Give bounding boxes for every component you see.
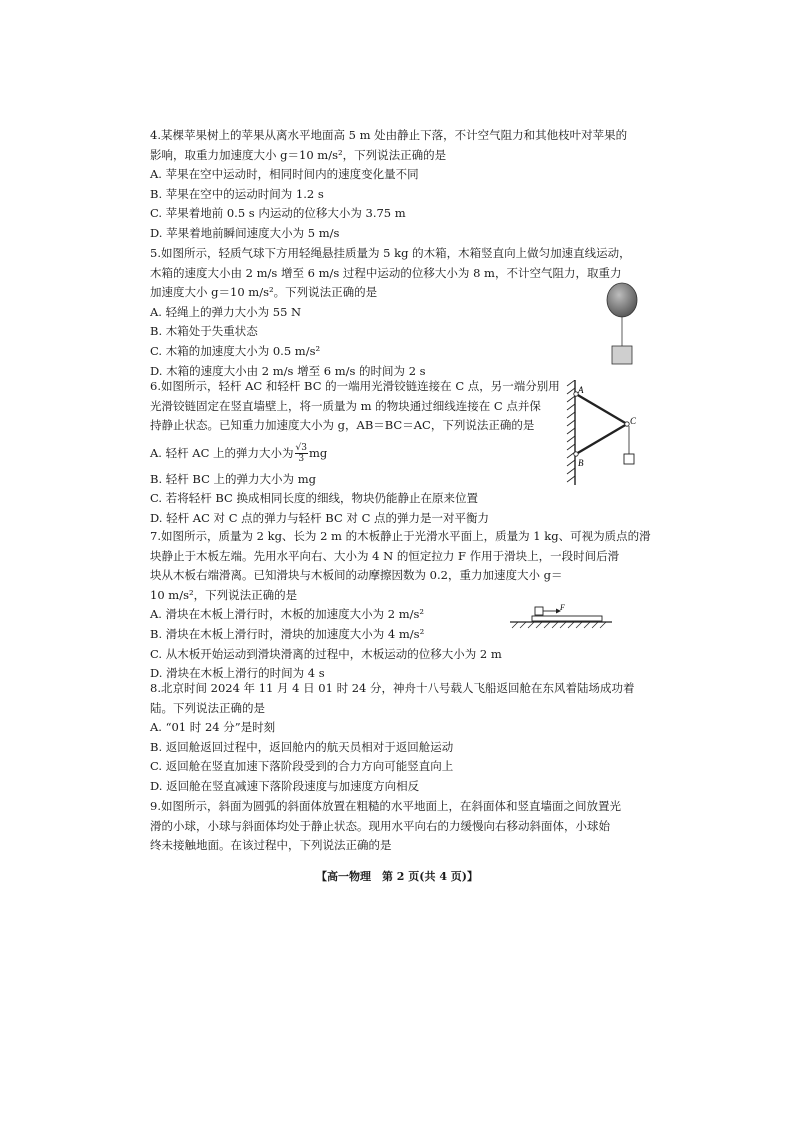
question-5-stem-line: 加速度大小 g＝10 m/s²。下列说法正确的是: [150, 285, 378, 300]
question-7-stem-line: 10 m/s²，下列说法正确的是: [150, 587, 298, 602]
question-5: [150, 244, 650, 381]
question-8-option-d: D. 返回舱在竖直减速下落阶段速度与加速度方向相反: [150, 778, 420, 793]
question-7-option-a: A. 滑块在木板上滑行时，木板的加速度大小为 2 m/s²: [150, 607, 425, 622]
question-6-stem-line: 光滑铰链固定在竖直墙壁上，将一质量为 m 的物块通过细线连接在 C 点并保: [150, 398, 541, 413]
question-5-option-c: C. 木箱的加速度大小为 0.5 m/s²: [150, 343, 321, 358]
rod-bc: [576, 424, 627, 454]
question-4-option-c: C. 苹果着地前 0.5 s 内运动的位移大小为 3.75 m: [150, 206, 406, 221]
question-7-stem-line: 块静止于木板左端。先用水平向右、大小为 4 N 的恒定拉力 F 作用于滑块上，一段时间后滑: [150, 548, 620, 563]
question-8-option-b: B. 返回舱返回过程中，返回舱内的航天员相对于返回舱运动: [150, 739, 454, 754]
question-8-option-a: A. “01 时 24 分”是时刻: [150, 720, 276, 735]
hinge-b: [574, 452, 578, 456]
question-8: [150, 679, 650, 797]
question-6-option-b: B. 轻杆 BC 上的弹力大小为 mg: [150, 471, 316, 486]
ground-hatching: [512, 622, 606, 628]
question-9: [150, 797, 650, 856]
hinge-c: [625, 422, 629, 426]
wooden-box: [612, 346, 632, 364]
question-7-option-b: B. 滑块在木板上滑行时，滑块的加速度大小为 4 m/s²: [150, 626, 425, 641]
force-label: F: [560, 603, 565, 612]
balloon-shape: [607, 283, 637, 317]
question-7-option-c: C. 从木板开始运动到滑块滑离的过程中，木板运动的位移大小为 2 m: [150, 646, 502, 661]
question-7-stem-line: 块从木板右端滑离。已知滑块与木板间的动摩擦因数为 0.2，重力加速度大小 g＝: [150, 568, 563, 583]
rod-ac: [576, 394, 627, 424]
fraction-numerator: √3: [295, 443, 307, 454]
question-4-option-b: B. 苹果在空中的运动时间为 1.2 s: [150, 186, 324, 201]
option-a-text: A. 轻杆 AC 上的弹力大小为: [150, 445, 294, 460]
label-c: C: [630, 416, 637, 426]
question-5-option-d: D. 木箱的速度大小由 2 m/s 增至 6 m/s 的时间为 2 s: [150, 363, 426, 378]
page-footer: 【高一物理 第 2 页(共 4 页)】: [315, 870, 479, 883]
question-4-stem-line: 4.某棵苹果树上的苹果从离水平地面高 5 m 处由静止下落，不计空气阻力和其他枝叶对苹果的: [150, 128, 628, 142]
block-board-figure: [508, 598, 614, 634]
question-6-stem-line: 6.如图所示，轻杆 AC 和轻杆 BC 的一端用光滑铰链连接在 C 点，另一端分别用: [150, 379, 560, 393]
question-9-stem-line: 终未接触地面。在该过程中，下列说法正确的是: [150, 838, 392, 853]
question-5-stem-line: 木箱的速度大小由 2 m/s 增至 6 m/s 过程中运动的位移大小为 8 m，不计空气阻力，取重力: [150, 265, 622, 280]
slider-block: [535, 607, 543, 615]
question-7-option-d: D. 滑块在木板上滑行的时间为 4 s: [150, 666, 325, 681]
balloon-box-figure: [600, 280, 644, 370]
question-5-option-a: A. 轻绳上的弹力大小为 55 N: [150, 304, 302, 319]
question-5-stem-line: 5.如图所示，轻质气球下方用轻绳悬挂质量为 5 kg 的木箱，木箱竖直向上做匀加速直线运动，: [150, 246, 631, 260]
question-5-option-b: B. 木箱处于失重状态: [150, 324, 258, 339]
question-4-option-d: D. 苹果着地前瞬间速度大小为 5 m/s: [150, 225, 340, 240]
question-4-option-a: A. 苹果在空中运动时，相同时间内的速度变化量不同: [150, 167, 419, 182]
question-8-option-c: C. 返回舱在竖直加速下落阶段受到的合力方向可能竖直向上: [150, 759, 454, 774]
question-6-stem-line: 持静止状态。已知重力加速度大小为 g，AB＝BC＝AC，下列说法正确的是: [150, 418, 535, 433]
label-a: A: [578, 385, 584, 395]
question-8-stem-line: 8.北京时间 2024 年 11 月 4 日 01 时 24 分，神舟十八号载人飞船返回舱在东风着陆场成功着: [150, 681, 635, 695]
question-9-stem-line: 9.如图所示，斜面为圆弧的斜面体放置在粗糙的水平地面上，在斜面体和竖直墙面之间放置光: [150, 799, 621, 813]
question-6-option-c: C. 若将轻杆 BC 换成相同长度的细线，物块仍能静止在原来位置: [150, 491, 478, 506]
question-4: [150, 126, 650, 244]
question-6-option-d: D. 轻杆 AC 对 C 点的弹力与轻杆 BC 对 C 点的弹力是一对平衡力: [150, 510, 490, 525]
question-4-stem-line: 影响，取重力加速度大小 g＝10 m/s²，下列说法正确的是: [150, 147, 447, 162]
question-7-stem-line: 7.如图所示，质量为 2 kg、长为 2 m 的木板静止于光滑水平面上，质量为 1 kg、可视为质点的滑: [150, 529, 651, 543]
fraction: [295, 443, 308, 464]
rods-wall-figure: [563, 380, 648, 485]
option-a-unit: mg: [309, 445, 328, 460]
hanging-block: [624, 454, 634, 464]
label-b: B: [578, 458, 584, 468]
question-8-stem-line: 陆。下列说法正确的是: [150, 700, 265, 715]
wooden-board: [532, 616, 602, 621]
fraction-denominator: 3: [298, 454, 305, 465]
question-9-stem-line: 滑的小球，小球与斜面体均处于静止状态。现用水平向右的力缓慢向右移动斜面体，小球始: [150, 818, 610, 833]
